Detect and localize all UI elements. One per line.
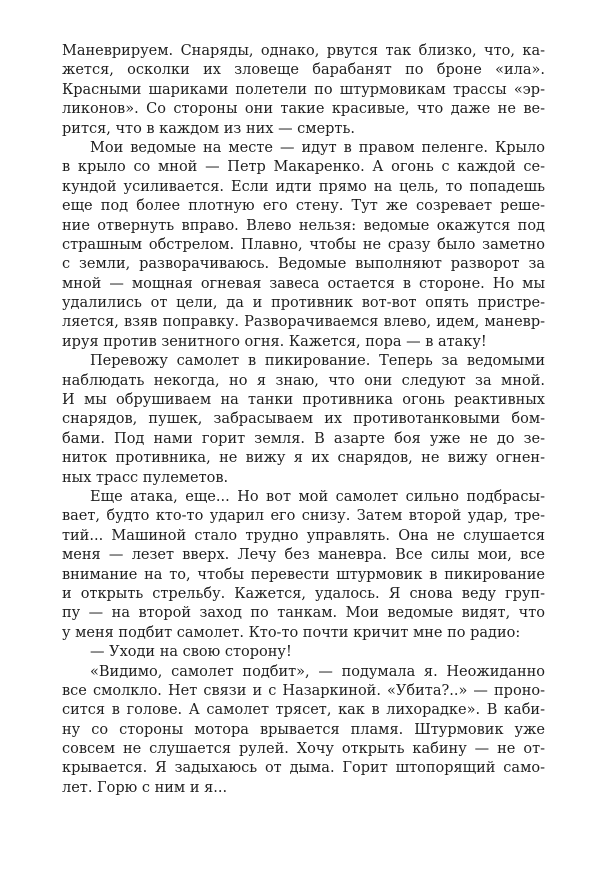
text-line: ных трасс пулеметов. [62,469,229,486]
text-line: ляется, взяв поправку. Разворачиваемся влево, идем, маневр- [62,314,545,331]
text-line: у меня подбит самолет. Кто-то почти кричит мне по радио: [62,624,521,641]
text-line: рится, что в каждом из них — смерть. [62,120,355,137]
paragraph-3 [62,352,545,488]
paragraph-4 [62,488,545,643]
text-line: меня — лезет вверх. Лечу без маневра. Все силы мои, все [62,547,545,564]
text-line: с земли, разворачиваюсь. Ведомые выполняют разворот за [62,256,545,273]
text-line: ние отвернуть вправо. Влево нельзя: ведомые окажутся под [62,217,545,234]
text-line: пу — на второй заход по танкам. Мои ведомые видят, что [62,605,545,622]
text-line: еще под более плотную его стену. Тут же созревает реше- [62,198,545,215]
text-line: мной — мощная огневая завеса остается в стороне. Но мы [62,275,545,292]
text-line: Мои ведомые на месте — идут в правом пеленге. Крыло [90,139,545,156]
text-line: внимание на то, чтобы перевести штурмовик в пикирование [62,566,545,583]
paragraph-5 [62,643,545,662]
text-line: Еще атака, еще... Но вот мой самолет сильно подбрасы- [90,488,545,505]
text-line: ликонов». Со стороны они такие красивые, что даже не ве- [62,101,545,118]
text-line: Перевожу самолет в пикирование. Теперь за ведомыми [90,353,545,370]
book-page [62,42,545,798]
text-line: снарядов, пушек, забрасываем их противотанковыми бом- [62,411,545,428]
text-line: ируя против зенитного огня. Кажется, пора — в атаку! [62,333,487,350]
text-line: и открыть стрельбу. Кажется, удалось. Я снова веду груп- [62,585,545,602]
text-line: ниток противника, не вижу я их снарядов, не вижу огнен- [62,450,545,467]
text-line: ну со стороны мотора врывается пламя. Штурмовик уже [62,721,545,738]
text-line: Красными шариками полетели по штурмовикам трассы «эр- [62,81,545,98]
text-line: И мы обрушиваем на танки противника огонь реактивных [62,392,545,409]
paragraph-1 [62,42,545,139]
paragraph-2 [62,139,545,352]
text-line: лет. Горю с ним и я... [62,779,228,796]
text-line: «Видимо, самолет подбит», — подумала я. Неожиданно [90,663,545,680]
text-line: бами. Под нами горит земля. В азарте боя уже не до зе- [62,430,545,447]
text-line: жется, осколки их зловеще барабанят по броне «ила». [62,62,545,79]
text-line: страшным обстрелом. Плавно, чтобы не сразу было заметно [62,236,545,253]
text-line: сится в голове. А самолет трясет, как в лихорадке». В каби- [62,702,545,719]
text-line: — Уходи на свою сторону! [90,644,292,661]
text-line: крывается. Я задыхаюсь от дыма. Горит штопорящий само- [62,760,545,777]
text-line: все смолкло. Нет связи и с Назаркиной. «Убита?..» — проно- [62,682,545,699]
text-line: совсем не слушается рулей. Хочу открыть кабину — не от- [62,741,545,758]
text-line: тий... Машиной стало трудно управлять. Она не слушается [62,527,545,544]
text-line: в крыло со мной — Петр Макаренко. А огонь с каждой се- [62,159,545,176]
text-line: Маневрируем. Снаряды, однако, рвутся так близко, что, ка- [62,43,545,59]
text-line: наблюдать некогда, но я знаю, что они следуют за мной. [62,372,545,389]
text-line: удалились от цели, да и противник вот-вот опять пристре- [62,295,545,312]
text-line: вает, будто кто-то ударил его снизу. Затем второй удар, тре- [62,508,545,525]
text-line: кундой усиливается. Если идти прямо на цель, то попадешь [62,178,545,195]
paragraph-6 [62,663,545,799]
